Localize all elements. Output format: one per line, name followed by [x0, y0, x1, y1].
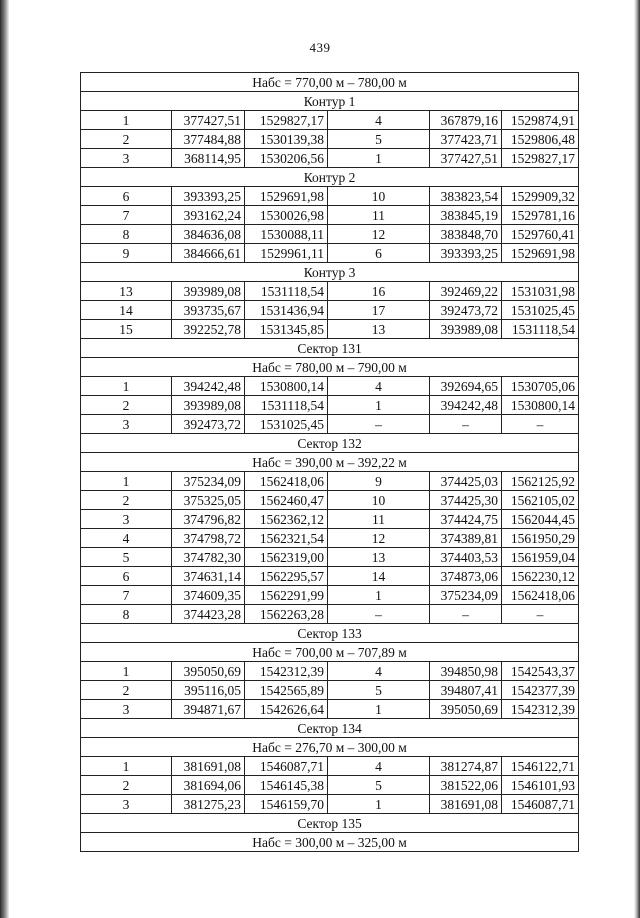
coordinate-y-cell: 1546087,71 [245, 757, 328, 776]
coordinate-x-cell: 368114,95 [172, 149, 245, 168]
coordinate-row [81, 757, 579, 776]
point-number-cell: 1 [328, 586, 430, 605]
scan-edge-right [634, 0, 640, 918]
coordinate-x-cell: 374403,53 [430, 548, 502, 567]
coordinate-x-cell: 381694,06 [172, 776, 245, 795]
point-number-cell: 2 [81, 396, 172, 415]
coordinate-x-cell: 393989,08 [172, 396, 245, 415]
coordinate-row [81, 415, 579, 434]
point-number-cell: 6 [328, 244, 430, 263]
coordinate-x-cell: 394871,67 [172, 700, 245, 719]
coordinate-x-cell: 367879,16 [430, 111, 502, 130]
coordinate-x-cell: 393989,08 [172, 282, 245, 301]
point-number-cell: 15 [81, 320, 172, 339]
coordinate-y-cell: 1561959,04 [502, 548, 579, 567]
coordinate-x-cell: 374609,35 [172, 586, 245, 605]
coordinate-row [81, 377, 579, 396]
coordinate-y-cell: 1529909,32 [502, 187, 579, 206]
coordinate-row [81, 244, 579, 263]
coordinates-table [80, 72, 579, 852]
coordinate-y-cell: 1562418,06 [245, 472, 328, 491]
section-header: Сектор 135 [81, 814, 579, 833]
coordinate-x-cell: 375234,09 [430, 586, 502, 605]
coordinate-x-cell: 381691,08 [430, 795, 502, 814]
coordinate-x-cell: 394242,48 [172, 377, 245, 396]
point-number-cell: 4 [328, 757, 430, 776]
coordinate-y-cell: 1562263,28 [245, 605, 328, 624]
point-number-cell: 17 [328, 301, 430, 320]
coordinate-y-cell: 1562295,57 [245, 567, 328, 586]
coordinate-x-cell: 384636,08 [172, 225, 245, 244]
point-number-cell: 14 [328, 567, 430, 586]
coordinate-x-cell: 395050,69 [430, 700, 502, 719]
coordinate-row [81, 149, 579, 168]
coordinate-y-cell: 1546122,71 [502, 757, 579, 776]
coordinate-row [81, 776, 579, 795]
coordinate-y-cell: 1530026,98 [245, 206, 328, 225]
coordinate-row [81, 529, 579, 548]
coordinate-row [81, 396, 579, 415]
point-number-cell: 5 [81, 548, 172, 567]
coordinate-row [81, 472, 579, 491]
coordinate-y-cell: 1529806,48 [502, 130, 579, 149]
section-header-row [81, 738, 579, 757]
point-number-cell: 11 [328, 206, 430, 225]
coordinate-y-cell: 1546101,93 [502, 776, 579, 795]
coordinate-y-cell: 1531118,54 [502, 320, 579, 339]
section-header-row [81, 73, 579, 92]
point-number-cell: 3 [81, 795, 172, 814]
coordinate-x-cell: 394807,41 [430, 681, 502, 700]
coordinate-x-cell: 392694,65 [430, 377, 502, 396]
coordinate-y-cell: 1531118,54 [245, 282, 328, 301]
coordinate-row [81, 111, 579, 130]
coordinate-y-cell: 1562044,45 [502, 510, 579, 529]
coordinate-y-cell: 1531118,54 [245, 396, 328, 415]
point-number-cell: 12 [328, 529, 430, 548]
point-number-cell: 1 [81, 377, 172, 396]
coordinate-y-cell: 1530139,38 [245, 130, 328, 149]
point-number-cell: 3 [81, 415, 172, 434]
coordinate-y-cell: – [502, 415, 579, 434]
point-number-cell: 14 [81, 301, 172, 320]
point-number-cell: 1 [81, 662, 172, 681]
coordinate-x-cell: 374389,81 [430, 529, 502, 548]
coordinate-y-cell: 1562125,92 [502, 472, 579, 491]
coordinate-x-cell: 393735,67 [172, 301, 245, 320]
coordinate-y-cell: 1530088,11 [245, 225, 328, 244]
point-number-cell: 2 [81, 491, 172, 510]
coordinate-y-cell: 1529760,41 [502, 225, 579, 244]
point-number-cell: 13 [81, 282, 172, 301]
section-header: Контур 3 [81, 263, 579, 282]
coordinate-x-cell: 392473,72 [172, 415, 245, 434]
section-header-row [81, 719, 579, 738]
point-number-cell: 7 [81, 206, 172, 225]
point-number-cell: 10 [328, 187, 430, 206]
section-header-row [81, 624, 579, 643]
point-number-cell: 12 [328, 225, 430, 244]
section-header: Набс = 770,00 м – 780,00 м [81, 73, 579, 92]
point-number-cell: 3 [81, 510, 172, 529]
coordinate-row [81, 586, 579, 605]
coordinate-x-cell: 374796,82 [172, 510, 245, 529]
coordinate-row [81, 130, 579, 149]
section-header-row [81, 358, 579, 377]
coordinate-x-cell: 381274,87 [430, 757, 502, 776]
coordinate-x-cell: 395050,69 [172, 662, 245, 681]
coordinate-x-cell: 375325,05 [172, 491, 245, 510]
coordinate-x-cell: 374425,30 [430, 491, 502, 510]
coordinate-y-cell: 1562321,54 [245, 529, 328, 548]
coordinate-x-cell: 374424,75 [430, 510, 502, 529]
page-number: 439 [309, 40, 331, 55]
coordinate-x-cell: – [430, 605, 502, 624]
section-header-row [81, 643, 579, 662]
section-header-row [81, 814, 579, 833]
coordinate-y-cell: 1529691,98 [245, 187, 328, 206]
point-number-cell: 1 [81, 111, 172, 130]
coordinate-x-cell: 374423,28 [172, 605, 245, 624]
coordinate-row [81, 225, 579, 244]
coordinate-y-cell: 1529874,91 [502, 111, 579, 130]
coordinate-y-cell: 1562230,12 [502, 567, 579, 586]
coordinate-row [81, 206, 579, 225]
point-number-cell: 5 [328, 130, 430, 149]
coordinate-y-cell: 1529691,98 [502, 244, 579, 263]
point-number-cell: 2 [81, 681, 172, 700]
section-header: Контур 2 [81, 168, 579, 187]
point-number-cell: 2 [81, 776, 172, 795]
coordinate-x-cell: 375234,09 [172, 472, 245, 491]
point-number-cell: 9 [328, 472, 430, 491]
coordinate-y-cell: 1542377,39 [502, 681, 579, 700]
coordinate-y-cell: 1529827,17 [502, 149, 579, 168]
coordinate-x-cell: 384666,61 [172, 244, 245, 263]
point-number-cell: 2 [81, 130, 172, 149]
coordinate-y-cell: 1562105,02 [502, 491, 579, 510]
coordinate-x-cell: 383823,54 [430, 187, 502, 206]
point-number-cell: 1 [81, 472, 172, 491]
coordinate-y-cell: 1542312,39 [245, 662, 328, 681]
coordinate-y-cell: 1562362,12 [245, 510, 328, 529]
coordinate-x-cell: 395116,05 [172, 681, 245, 700]
point-number-cell: 13 [328, 320, 430, 339]
point-number-cell: 5 [328, 776, 430, 795]
coordinate-x-cell: 377427,51 [430, 149, 502, 168]
coordinate-row [81, 795, 579, 814]
coordinate-x-cell: 394242,48 [430, 396, 502, 415]
section-header: Набс = 700,00 м – 707,89 м [81, 643, 579, 662]
coordinate-x-cell: 393989,08 [430, 320, 502, 339]
coordinate-x-cell: 393162,24 [172, 206, 245, 225]
coordinate-row [81, 187, 579, 206]
coordinate-y-cell: 1531031,98 [502, 282, 579, 301]
point-number-cell: 6 [81, 567, 172, 586]
coordinate-row [81, 700, 579, 719]
coordinate-y-cell: 1562319,00 [245, 548, 328, 567]
section-header: Набс = 390,00 м – 392,22 м [81, 453, 579, 472]
point-number-cell: 1 [328, 149, 430, 168]
point-number-cell: 4 [328, 377, 430, 396]
coordinate-y-cell: 1562418,06 [502, 586, 579, 605]
coordinate-row [81, 301, 579, 320]
coordinate-y-cell: 1530800,14 [502, 396, 579, 415]
section-header: Набс = 780,00 м – 790,00 м [81, 358, 579, 377]
point-number-cell: 9 [81, 244, 172, 263]
coordinate-x-cell: 392473,72 [430, 301, 502, 320]
coordinate-x-cell: 381522,06 [430, 776, 502, 795]
coordinate-x-cell: 381691,08 [172, 757, 245, 776]
section-header: Сектор 134 [81, 719, 579, 738]
point-number-cell: 13 [328, 548, 430, 567]
coordinate-x-cell: 383845,19 [430, 206, 502, 225]
section-header-row [81, 434, 579, 453]
section-header: Сектор 132 [81, 434, 579, 453]
coordinate-y-cell: 1530705,06 [502, 377, 579, 396]
coordinate-x-cell: 374631,14 [172, 567, 245, 586]
coordinate-y-cell: 1562460,47 [245, 491, 328, 510]
coordinate-x-cell: 392469,22 [430, 282, 502, 301]
section-header: Контур 1 [81, 92, 579, 111]
point-number-cell: 1 [328, 700, 430, 719]
point-number-cell: 5 [328, 681, 430, 700]
coordinate-row [81, 662, 579, 681]
point-number-cell: 11 [328, 510, 430, 529]
section-header-row [81, 168, 579, 187]
coordinate-x-cell: 374782,30 [172, 548, 245, 567]
coordinate-x-cell: 374873,06 [430, 567, 502, 586]
point-number-cell: 7 [81, 586, 172, 605]
coordinate-y-cell: 1562291,99 [245, 586, 328, 605]
point-number-cell: 4 [81, 529, 172, 548]
coordinate-y-cell: 1531025,45 [245, 415, 328, 434]
coordinate-x-cell: 377423,71 [430, 130, 502, 149]
coordinate-y-cell: 1546145,38 [245, 776, 328, 795]
coordinate-row [81, 567, 579, 586]
section-header-row [81, 453, 579, 472]
point-number-cell: 6 [81, 187, 172, 206]
coordinate-y-cell: 1542543,37 [502, 662, 579, 681]
coordinate-row [81, 605, 579, 624]
coordinates-table-body [81, 73, 579, 852]
point-number-cell: 4 [328, 662, 430, 681]
point-number-cell: 16 [328, 282, 430, 301]
coordinate-y-cell: 1529961,11 [245, 244, 328, 263]
coordinate-x-cell: 393393,25 [430, 244, 502, 263]
coordinate-y-cell: 1542565,89 [245, 681, 328, 700]
coordinate-y-cell: 1529781,16 [502, 206, 579, 225]
coordinate-y-cell: 1542312,39 [502, 700, 579, 719]
coordinate-y-cell: – [502, 605, 579, 624]
section-header-row [81, 263, 579, 282]
coordinate-y-cell: 1542626,64 [245, 700, 328, 719]
point-number-cell: 10 [328, 491, 430, 510]
section-header: Набс = 276,70 м – 300,00 м [81, 738, 579, 757]
coordinate-y-cell: 1530206,56 [245, 149, 328, 168]
coordinate-row [81, 491, 579, 510]
coordinate-x-cell: 374425,03 [430, 472, 502, 491]
coordinate-y-cell: 1546159,70 [245, 795, 328, 814]
coordinate-row [81, 282, 579, 301]
coordinate-x-cell: 394850,98 [430, 662, 502, 681]
point-number-cell: 1 [328, 396, 430, 415]
coordinate-y-cell: 1530800,14 [245, 377, 328, 396]
scan-edge-left [0, 0, 9, 918]
section-header-row [81, 833, 579, 852]
coordinate-y-cell: 1531436,94 [245, 301, 328, 320]
coordinate-x-cell: – [430, 415, 502, 434]
point-number-cell: 1 [81, 757, 172, 776]
coordinate-x-cell: 377484,88 [172, 130, 245, 149]
coordinate-row [81, 510, 579, 529]
point-number-cell: – [328, 415, 430, 434]
coordinate-row [81, 681, 579, 700]
coordinate-y-cell: 1561950,29 [502, 529, 579, 548]
coordinate-y-cell: 1531345,85 [245, 320, 328, 339]
coordinate-row [81, 320, 579, 339]
point-number-cell: 3 [81, 149, 172, 168]
point-number-cell: 3 [81, 700, 172, 719]
coordinate-y-cell: 1546087,71 [502, 795, 579, 814]
coordinate-x-cell: 383848,70 [430, 225, 502, 244]
coordinate-x-cell: 393393,25 [172, 187, 245, 206]
coordinate-x-cell: 381275,23 [172, 795, 245, 814]
section-header-row [81, 92, 579, 111]
point-number-cell: 1 [328, 795, 430, 814]
point-number-cell: – [328, 605, 430, 624]
section-header: Сектор 133 [81, 624, 579, 643]
section-header: Сектор 131 [81, 339, 579, 358]
coordinate-x-cell: 392252,78 [172, 320, 245, 339]
coordinate-x-cell: 374798,72 [172, 529, 245, 548]
coordinate-y-cell: 1529827,17 [245, 111, 328, 130]
point-number-cell: 4 [328, 111, 430, 130]
point-number-cell: 8 [81, 225, 172, 244]
coordinate-x-cell: 377427,51 [172, 111, 245, 130]
coordinate-row [81, 548, 579, 567]
coordinate-y-cell: 1531025,45 [502, 301, 579, 320]
section-header-row [81, 339, 579, 358]
section-header: Набс = 300,00 м – 325,00 м [81, 833, 579, 852]
point-number-cell: 8 [81, 605, 172, 624]
